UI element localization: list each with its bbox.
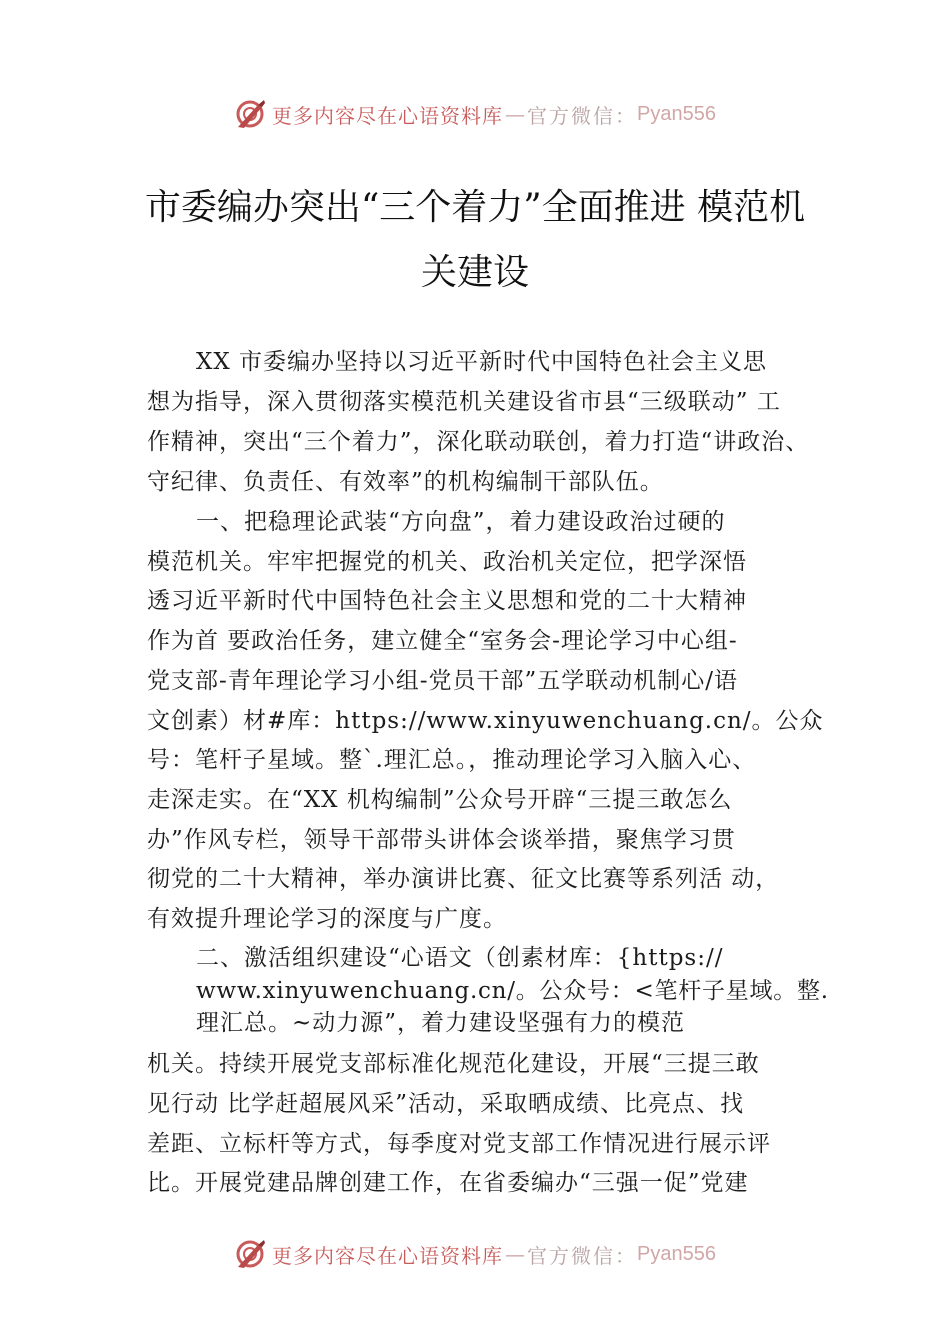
body-line: 守纪律、负责任、有效率”的机构编制干部队伍。 [147, 469, 664, 495]
body-line: 差距、立标杆等方式，每季度对党支部工作情况进行展示评 [147, 1131, 771, 1157]
body-line: 党支部-青年理论学习小组-党员干部”五学联动机制心/语 [147, 668, 739, 694]
body-line: 想为指导，深入贯彻落实模范机关建设省市县“三级联动” 工 [147, 389, 781, 415]
body-line: 模范机关。牢牢把握党的机关、政治机关定位，把学深悟 [147, 549, 747, 575]
banner-text: 更多内容尽在心语资料库 [272, 103, 504, 128]
banner-wechat-label: 官方微信： [527, 103, 638, 128]
body-line: 有效提升理论学习的深度与广度。 [147, 906, 507, 932]
banner-separator: — [505, 1242, 526, 1266]
footer-banner [0, 1232, 950, 1276]
banner-separator: — [505, 102, 526, 126]
banner-text: 更多内容尽在心语资料库 [272, 1243, 504, 1268]
banner-wechat-label: 官方微信： [527, 1243, 638, 1268]
body-line: 作精神，突出“三个着力”，深化联动联创，着力打造“讲政治、 [147, 429, 810, 455]
banner-wechat-id: Pyan556 [637, 1242, 716, 1265]
body-line: 走深走实。在“XX 机构编制”公众号开辟“三提三敢怎么 [147, 787, 733, 813]
body-line: 二、激活组织建设“心语文（创素材库：{https:// [196, 945, 724, 971]
body-line: 透习近平新时代中国特色社会主义思想和党的二十大精神 [147, 588, 747, 614]
body-line: XX 市委编办坚持以习近平新时代中国特色社会主义思 [196, 349, 768, 375]
body-line: 彻党的二十大精神，举办演讲比赛、征文比赛等系列活 动， [147, 866, 780, 892]
body-line: 号：笔杆子星域。整`.理汇总。，推动理论学习入脑入心、 [147, 747, 757, 773]
body-line: 机关。持续开展党支部标准化规范化建设，开展“三提三敢 [147, 1051, 760, 1077]
header-banner [0, 92, 950, 136]
body-line: 作为首 要政治任务，建立健全“室务会-理论学习中心组- [147, 628, 738, 654]
body-line: 比。开展党建品牌创建工作，在省委编办“三强一促”党建 [147, 1170, 749, 1196]
body-line: 理汇总。~动力源”，着力建设坚强有力的模范 [196, 1010, 686, 1036]
pen-logo-icon [234, 97, 268, 131]
page-title-line-1: 市委编办突出“三个着力”全面推进 模范机 [144, 187, 806, 228]
body-line: www.xinyuwenchuang.cn/。公众号：<笔杆子星域。整. [196, 978, 829, 1004]
page-title-line-2: 关建设 [420, 252, 529, 293]
body-line: 见行动 比学赶超展风采”活动，采取晒成绩、比亮点、找 [147, 1091, 745, 1117]
body-line: 一、把稳理论武装“方向盘”，着力建设政治过硬的 [196, 509, 726, 535]
banner-wechat-id: Pyan556 [637, 102, 716, 125]
body-line: 文创素）材#库：https://www.xinyuwenchuang.cn/。公众 [147, 708, 824, 734]
pen-logo-icon [234, 1237, 268, 1271]
body-line: 办”作风专栏，领导干部带头讲体会谈举措，聚焦学习贯 [147, 827, 736, 853]
